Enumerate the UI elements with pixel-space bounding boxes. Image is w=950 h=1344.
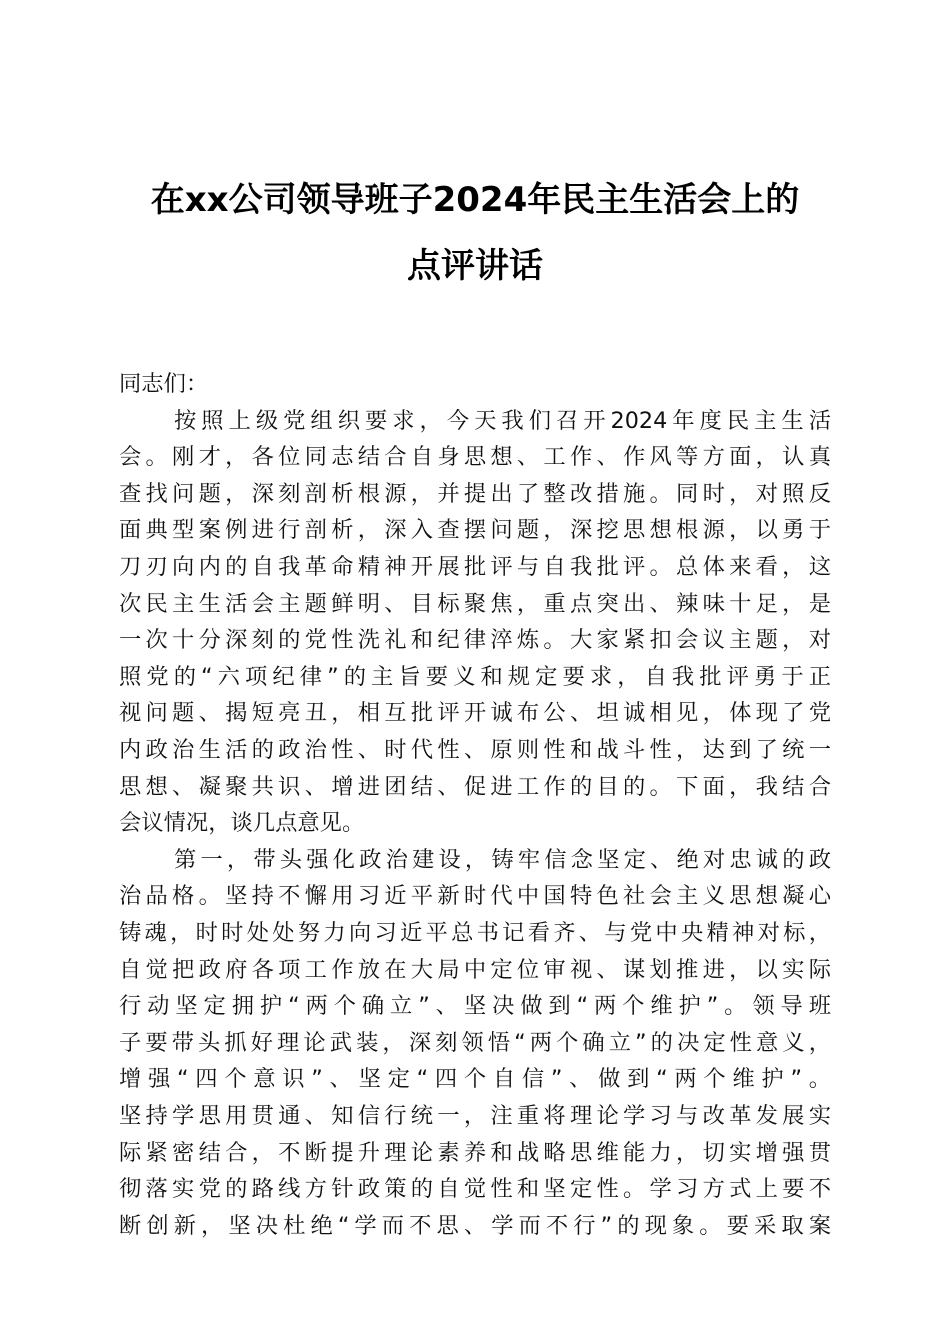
paragraph-line: 彻落实党的路线方针政策的自觉性和坚定性。学习方式上要不 <box>119 1176 831 1202</box>
document-title-line-1: 在xx公司领导班子2024年民主生活会上的 <box>150 180 800 220</box>
paragraph-line: 坚持学思用贯通、知信行统一，注重将理论学习与改革发展实 <box>119 1103 831 1129</box>
paragraph-line: 查找问题，深刻剖析根源，并提出了整改措施。同时，对照反 <box>119 481 831 507</box>
paragraph-line: 铸魂，时时处处努力向习近平总书记看齐、与党中央精神对标， <box>119 920 831 946</box>
paragraph-line: 按照上级党组织要求，今天我们召开2024年度民主生活 <box>174 408 831 434</box>
paragraph-line: 视问题、揭短亮丑，相互批评开诚布公、坦诚相见，体现了党 <box>119 700 831 726</box>
paragraph-line: 行动坚定拥护“两个确立”、坚决做到“两个维护”。领导班 <box>119 993 831 1019</box>
paragraph-line: 自觉把政府各项工作放在大局中定位审视、谋划推进，以实际 <box>119 957 831 983</box>
paragraph-line: 增强“四个意识”、坚定“四个自信”、做到“两个维护”。 <box>119 1066 831 1092</box>
paragraph-line: 第一，带头强化政治建设，铸牢信念坚定、绝对忠诚的政 <box>174 847 831 873</box>
paragraph-line: 际紧密结合，不断提升理论素养和战略思维能力，切实增强贯 <box>119 1140 831 1166</box>
paragraph-line: 一次十分深刻的党性洗礼和纪律淬炼。大家紧扣会议主题，对 <box>119 627 831 653</box>
document-title-line-2: 点评讲话 <box>407 246 543 286</box>
paragraph-line: 思想、凝聚共识、增进团结、促进工作的目的。下面，我结合 <box>119 774 831 800</box>
paragraph-line: 次民主生活会主题鲜明、目标聚焦，重点突出、辣味十足，是 <box>119 591 831 617</box>
paragraph-line: 会。刚才，各位同志结合自身思想、工作、作风等方面，认真 <box>119 444 831 470</box>
paragraph-line: 刀刃向内的自我革命精神开展批评与自我批评。总体来看，这 <box>119 554 831 580</box>
paragraph-line: 内政治生活的政治性、时代性、原则性和战斗性，达到了统一 <box>119 737 831 763</box>
salutation: 同志们： <box>119 371 209 397</box>
paragraph-line: 面典型案例进行剖析，深入查摆问题，深挖思想根源，以勇于 <box>119 517 831 543</box>
paragraph-line: 断创新，坚决杜绝“学而不思、学而不行”的现象。要采取案 <box>119 1213 831 1239</box>
paragraph-line: 会议情况，谈几点意见。 <box>119 810 365 836</box>
paragraph-line: 子要带头抓好理论武装，深刻领悟“两个确立”的决定性意义， <box>119 1030 831 1056</box>
paragraph-line: 治品格。坚持不懈用习近平新时代中国特色社会主义思想凝心 <box>119 883 831 909</box>
paragraph-line: 照党的“六项纪律”的主旨要义和规定要求，自我批评勇于正 <box>119 664 831 690</box>
